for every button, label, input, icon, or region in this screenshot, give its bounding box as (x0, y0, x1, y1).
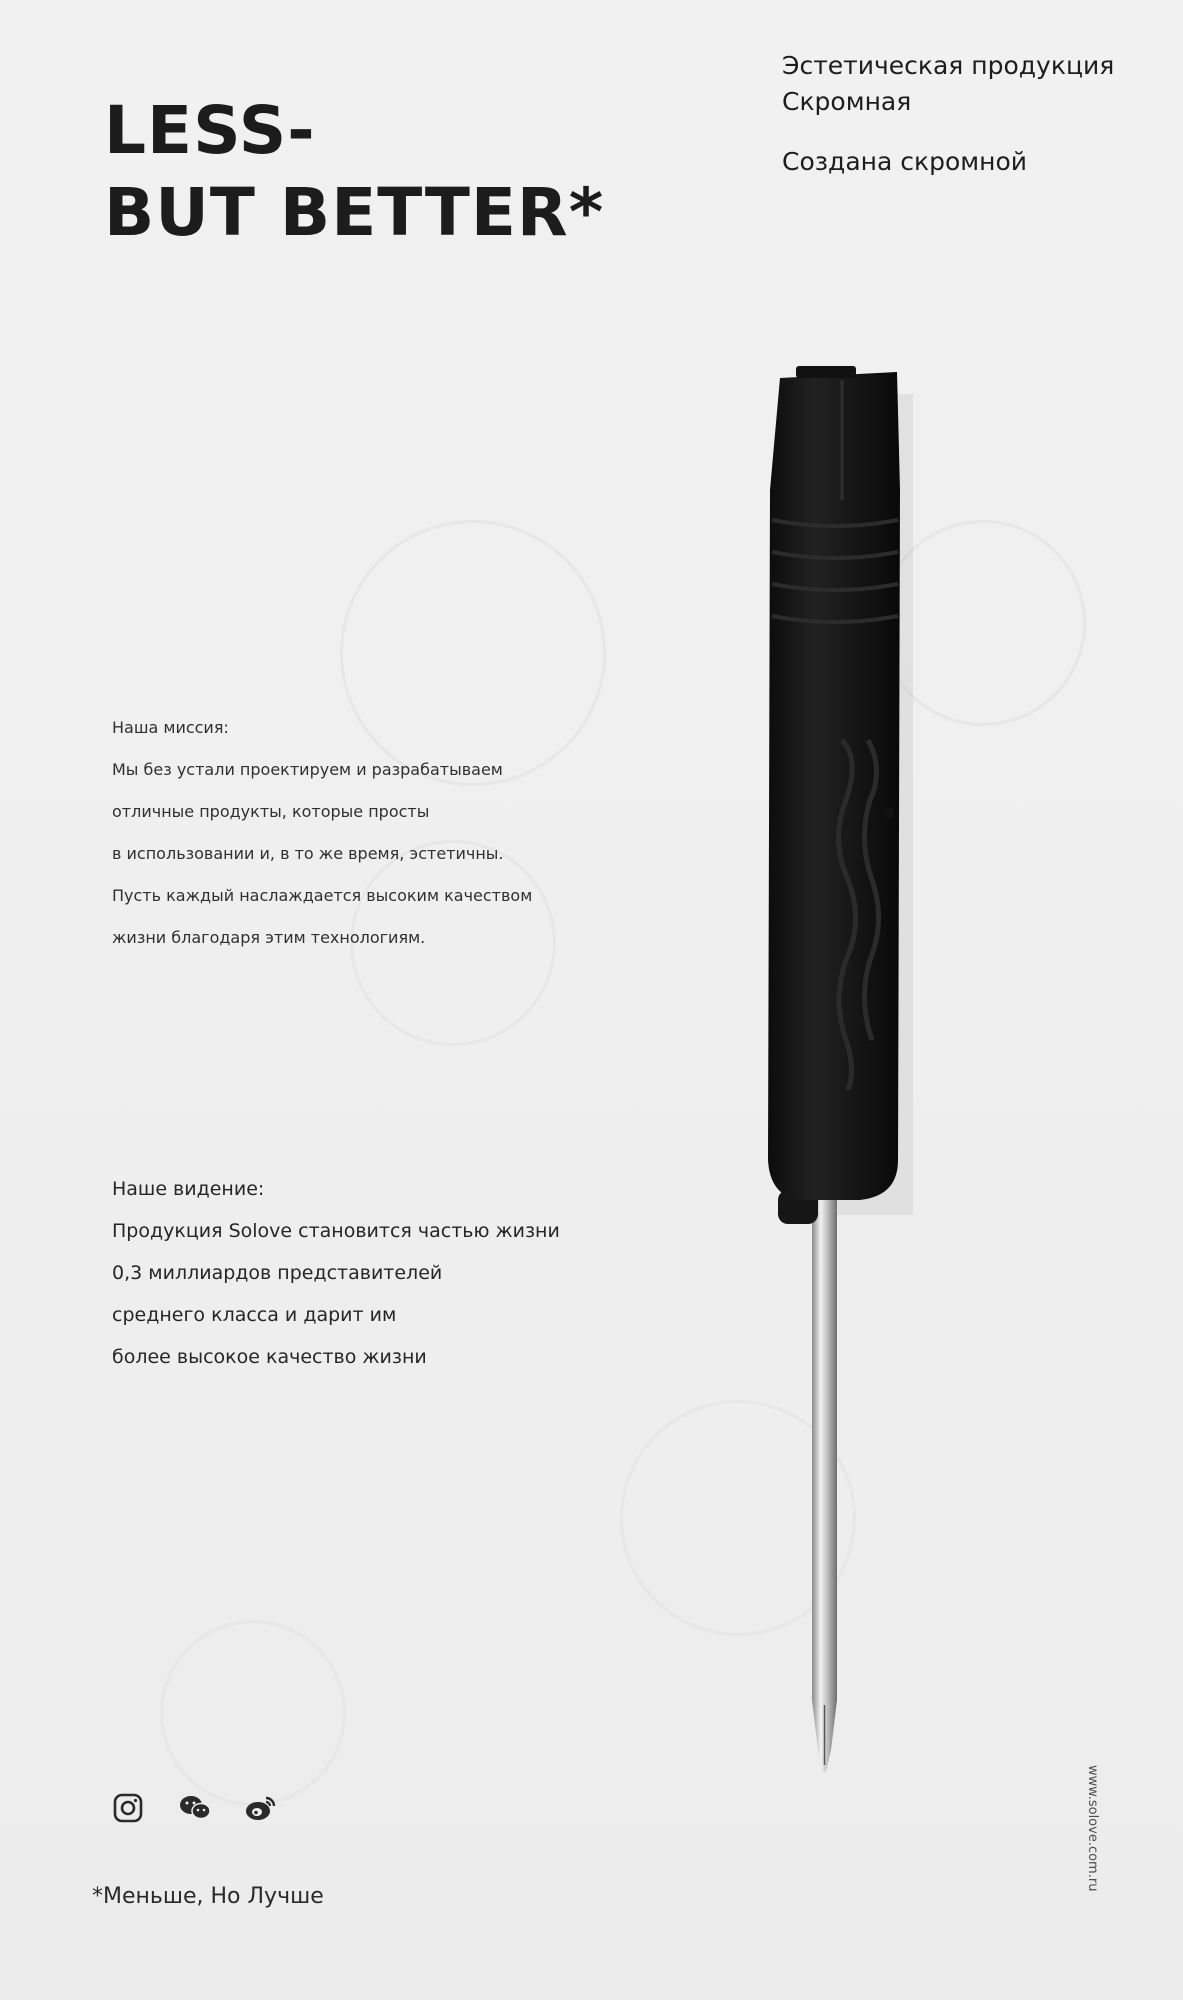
tagline-line-2: Скромная (782, 87, 912, 116)
mission-line: отличные продукты, которые просты (112, 802, 430, 821)
vision-line: среднего класса и дарит им (112, 1304, 397, 1326)
mission-line: Пусть каждый наслаждается высоким качеством (112, 886, 533, 905)
vision-heading: Наше видение: (112, 1178, 265, 1200)
mission-line: в использовании и, в то же время, эстетичны. (112, 844, 504, 863)
tagline-line-3: Создана скромной (782, 147, 1028, 176)
screwdriver-shaft (812, 1180, 837, 1700)
website-url: www.solove.com.ru (1085, 1765, 1100, 1892)
mission-heading: Наша миссия: (112, 718, 229, 737)
mission-line: Мы без устали проектируем и разрабатываем (112, 760, 503, 779)
headline-line-1: LESS- (104, 92, 316, 169)
screwdriver-handle (768, 372, 900, 1200)
vision-line: Продукция Solove становится частью жизни (112, 1220, 560, 1242)
vision-line: 0,3 миллиардов представителей (112, 1262, 443, 1284)
mission-line: жизни благодаря этим технологиям. (112, 928, 426, 947)
headline-line-2: BUT BETTER* (104, 174, 605, 251)
tagline-line-1: Эстетическая продукция (782, 51, 1115, 80)
footnote: *Меньше, Но Лучше (92, 1884, 324, 1909)
vision-line: более высокое качество жизни (112, 1346, 427, 1368)
